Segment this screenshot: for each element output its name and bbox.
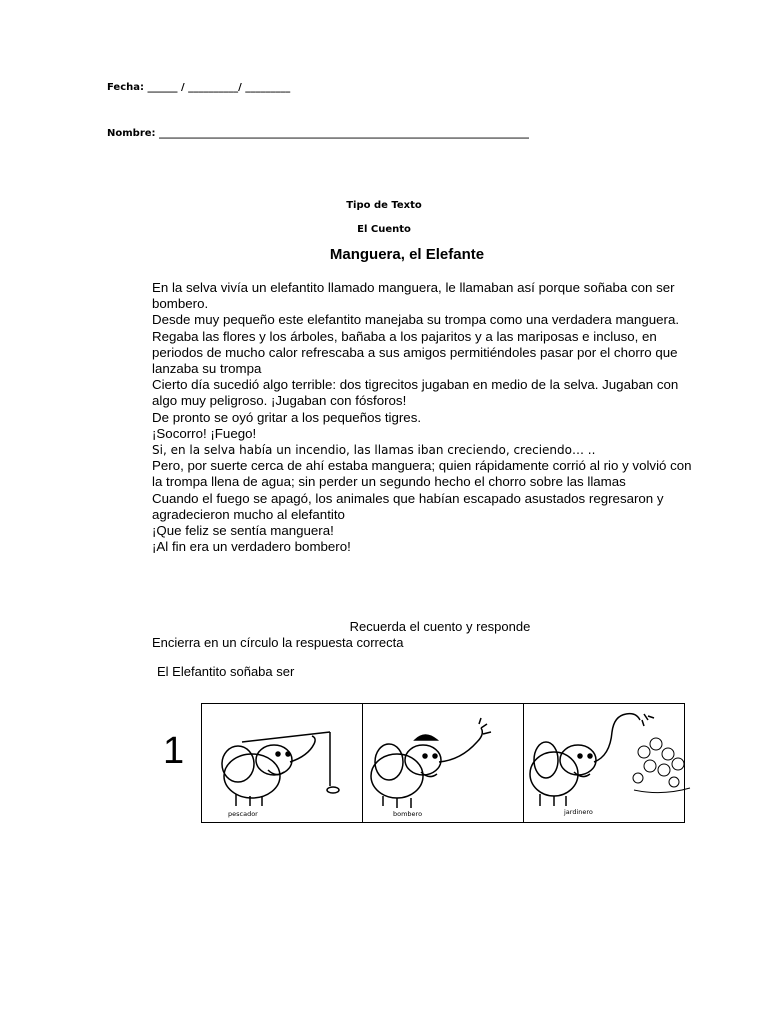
story-paragraph: Pero, por suerte cerca de ahí estaba manguera; quien rápidamente corrió al rio y volvió con la trompa llena de agua; sin perder un segundo hecho el chorro sobre las llamas — [152, 458, 692, 490]
story-paragraph: De pronto se oyó gritar a los pequeños tigres. — [152, 409, 422, 425]
story-paragraph: Cuando el fuego se apagó, los animales que habían escapado asustados regresaron y agradecieron mucho al elefantito — [152, 490, 664, 522]
elephant-firefighter-icon — [363, 704, 513, 822]
recuerda-heading: Recuerda el cuento y responde — [349, 619, 531, 634]
story-title: Manguera, el Elefante — [329, 246, 485, 263]
el-cuento-heading: El Cuento — [357, 224, 411, 235]
story-paragraph: ¡Que feliz se sentía manguera! — [152, 523, 334, 539]
nombre-line: Nombre: __________________________________________________________________________ — [107, 128, 530, 139]
option-pescador[interactable] — [202, 704, 363, 822]
story-paragraph: Desde muy pequeño este elefantito manejaba su trompa como una verdadera manguera. Regaba las flores y los árboles, bañaba a los pajaritos y a las mariposas e incluso, en periodos de mucho calor refrescaba a sus amigos permitiéndoles pasar por el chorro que lanzaba su trompa — [152, 312, 680, 377]
story-paragraph: ¡Al fin era un verdadero bombero! — [152, 539, 351, 555]
story-paragraph: ¡Socorro! ¡Fuego! — [152, 425, 257, 441]
option-label: jardinero — [564, 808, 593, 816]
instruction: Encierra en un círculo la respuesta correcta — [152, 635, 404, 650]
tipo-de-texto-heading: Tipo de Texto — [346, 200, 422, 211]
question-1: El Elefantito soñaba ser — [157, 664, 295, 679]
option-bombero[interactable] — [363, 704, 524, 822]
story-paragraph: En la selva vivía un elefantito llamado manguera, le llamaban así porque soñaba con ser bombero. — [152, 280, 675, 312]
option-jardinero[interactable] — [524, 704, 684, 822]
story-paragraph: Cierto día sucedió algo terrible: dos tigrecitos jugaban en medio de la selva. Jugaban con algo muy peligroso. ¡Jugaban con fósforos! — [152, 377, 679, 409]
elephant-gardener-icon — [524, 704, 704, 822]
elephant-fisher-icon — [202, 704, 354, 822]
question-number: 1 — [163, 730, 185, 772]
option-label: bombero — [393, 810, 423, 818]
fecha-line: Fecha: ______ / __________/ _________ — [107, 82, 291, 93]
story-paragraph: Si, en la selva había un incendio, las llamas iban creciendo, creciendo… .. — [152, 443, 596, 458]
story-body — [152, 280, 692, 555]
answer-options — [201, 703, 685, 823]
option-label: pescador — [228, 810, 258, 818]
